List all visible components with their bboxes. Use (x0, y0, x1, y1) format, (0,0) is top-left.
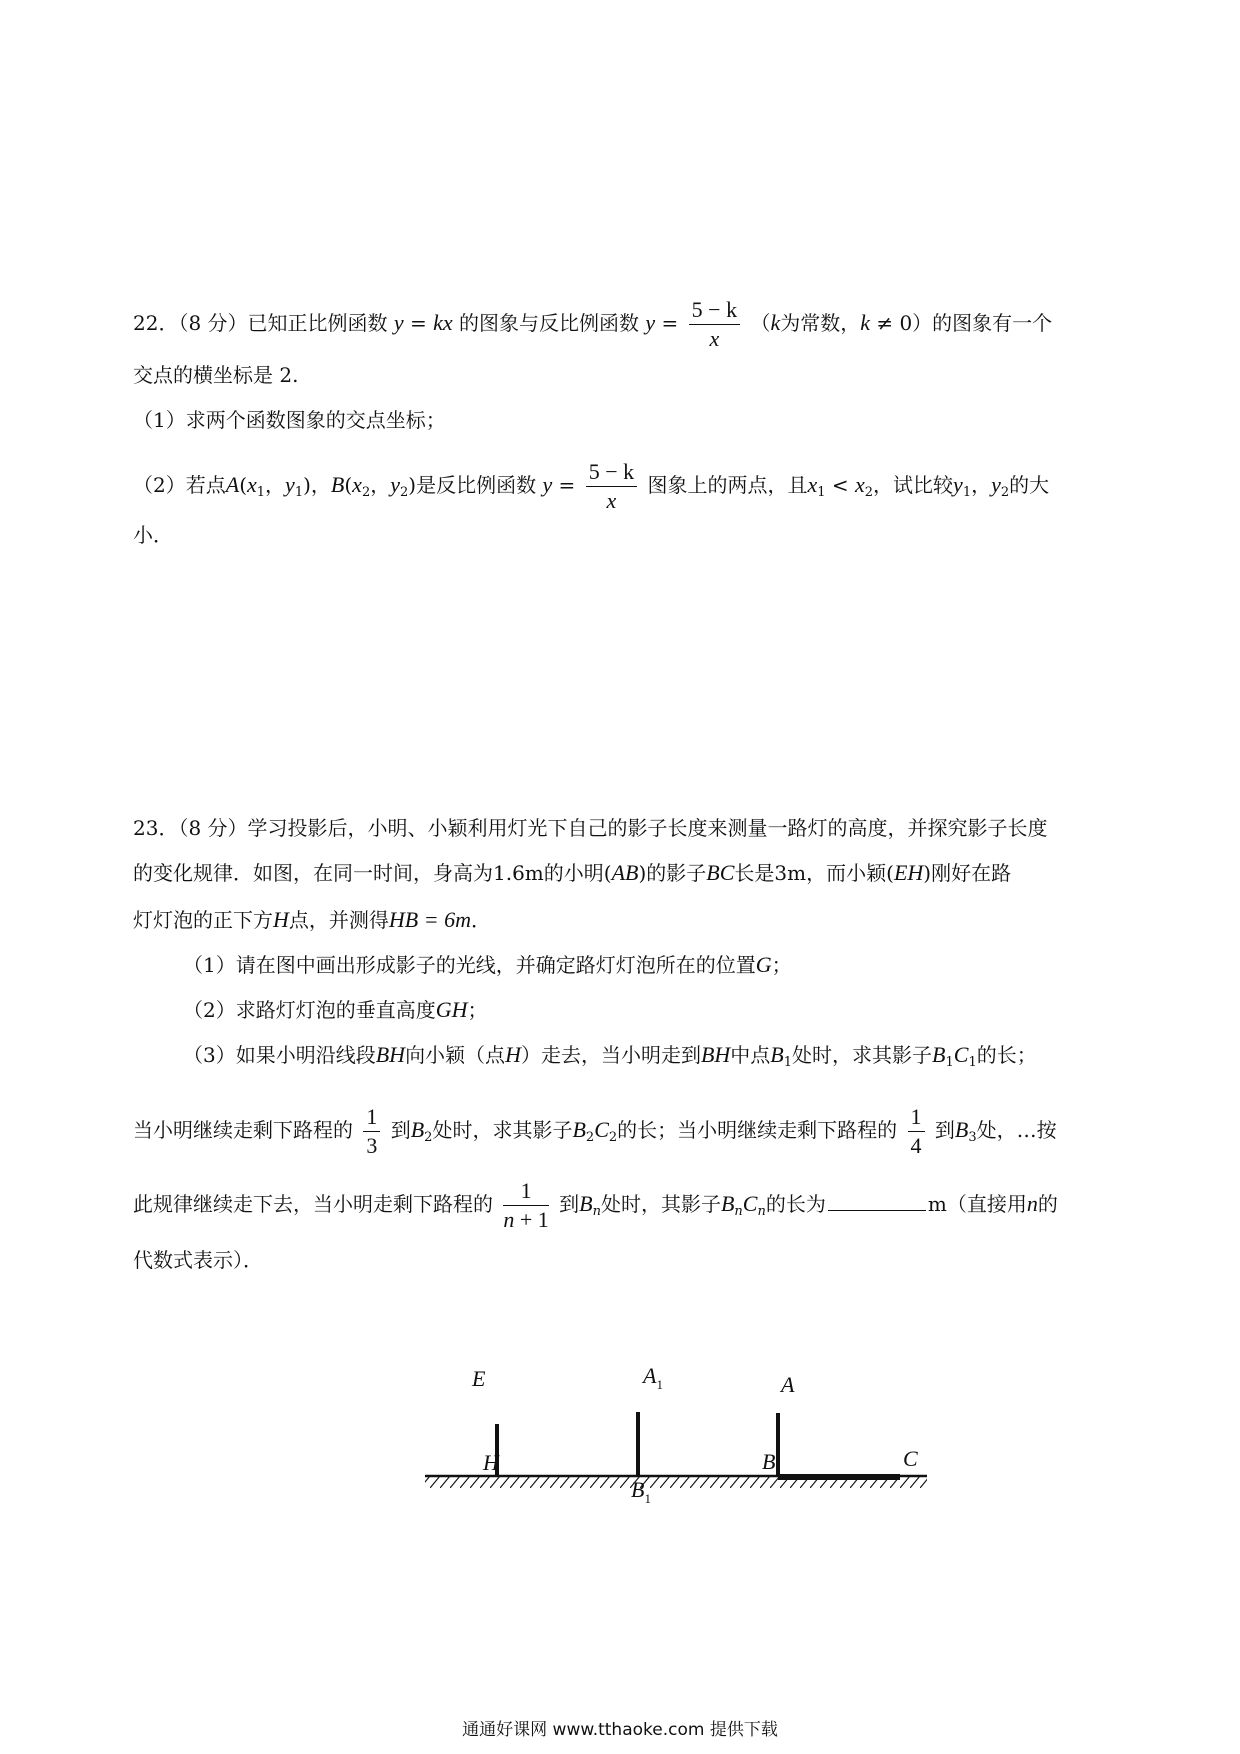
q22-part1: （1）求两个函数图象的交点坐标； (133, 408, 446, 432)
q22-part2: （2）若点$A(x_1$，$y_1$)，$B(x_2$，$y_2$)是反比例函数 y = $\frac{5 - k}{x}$ 图象上的两点，且$x_1 < x_2$，试比较$y_1$，$y_2$的大 (133, 459, 1050, 513)
label-H: H (483, 1450, 499, 1475)
q23-part1: （1）请在图中画出形成影子的光线，并确定路灯灯泡所在的位置G； (183, 952, 792, 977)
q23-part3: （3）如果小明沿线段BH向小颖（点H）走去，当小明走到BH中点$B_1$处时，求其影子$B_1C_1$的长； (183, 1042, 1037, 1070)
q23-line5: 当小明继续走剩下路程的 $\frac{1}{3}$ 到$B_2$处时，求其影子$B_2C_2$的长；当小明继续走剩下路程的 $\frac{1}{4}$ 到$B_3$处，…按 (133, 1104, 1057, 1158)
q23-part2: （2）求路灯灯泡的垂直高度GH； (183, 997, 488, 1022)
fraction-5-k-over-x: $\frac{5 - k}{x}$ (689, 296, 740, 353)
label-B: B (762, 1449, 776, 1474)
q22-line2: 交点的横坐标是 2. (133, 363, 299, 387)
q23-line7: 代数式表示）． (133, 1248, 263, 1272)
label-C: C (903, 1446, 918, 1471)
fraction-5-k-over-x-2: $\frac{5 - k}{x}$ (586, 458, 637, 515)
q22-line1: 22．（8 分）已知正比例函数 y = kx 的图象与反比例函数 y = $\frac{5 - k}{x}$ （k为常数，k ≠ 0）的图象有一个 (133, 297, 1053, 351)
footer: 通通好课网 www.tthaoke.com 提供下载 (462, 1720, 778, 1740)
fraction-1-3: $\frac{1}{3}$ (363, 1103, 380, 1160)
q23-line3: 灯灯泡的正下方H点，并测得HB = 6m． (133, 907, 491, 932)
q23-line6: 此规律继续走下去，当小明走剩下路程的 $\frac{1}{n + 1}$ 到$B_n$处时，其影子$B_nC_n$的长为 m（直接用n的 (133, 1178, 1058, 1232)
q23-line2: 的变化规律．如图，在同一时间，身高为1.6m的小明(AB)的影子BC长是3m，而小颖(EH)刚好在路 (133, 860, 1012, 885)
label-A1: $A_1$ (643, 1363, 663, 1392)
label-E: E (472, 1366, 486, 1391)
label-B1: $B_1$ (631, 1477, 651, 1506)
fraction-1-n-plus-1: $\frac{1}{n + 1}$ (503, 1178, 549, 1232)
q23-line1: 23．（8 分）学习投影后，小明、小颖利用灯光下自己的影子长度来测量一路灯的高度，并探究影子长度 (133, 816, 1048, 840)
label-A: A (781, 1372, 795, 1397)
fraction-1-4: $\frac{1}{4}$ (908, 1103, 925, 1160)
q22-line-end: 小． (133, 523, 173, 547)
